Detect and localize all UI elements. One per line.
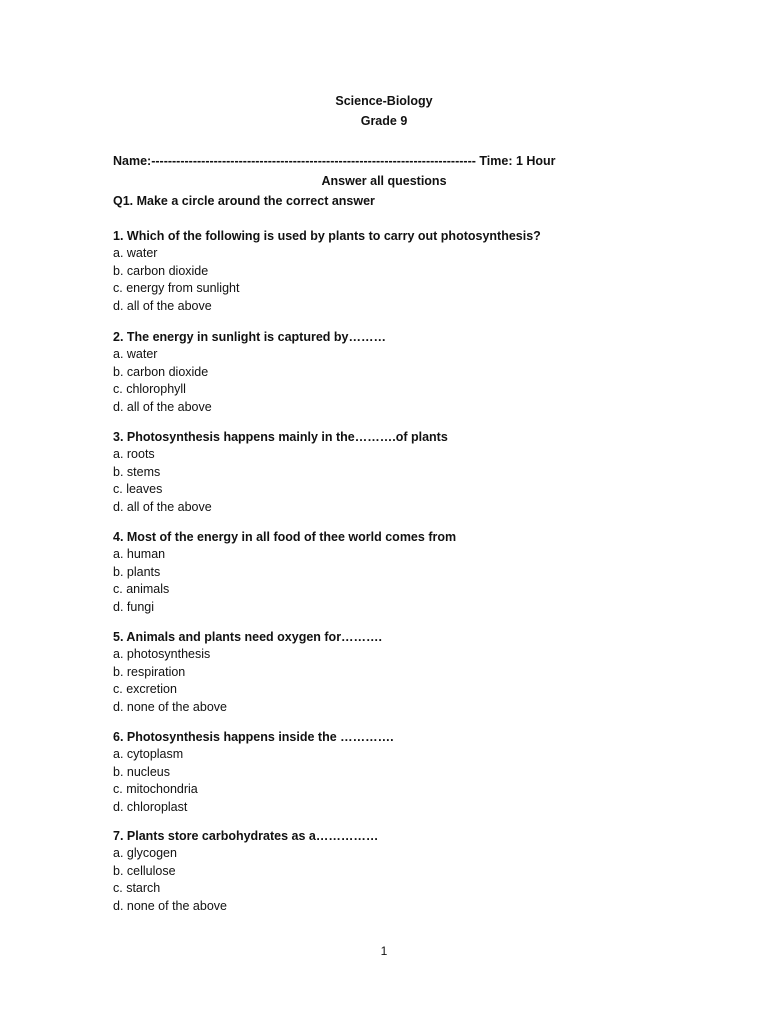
instruction-text: Answer all questions <box>321 174 447 188</box>
option-d: d. all of the above <box>113 399 212 414</box>
option-d: d. fungi <box>113 599 155 614</box>
subject-title: Science-Biology <box>335 94 433 108</box>
question-text: 2. The energy in sunlight is captured by……… <box>113 330 386 344</box>
question-3 <box>113 428 673 516</box>
question-text: 5. Animals and plants need oxygen for………. <box>113 630 383 644</box>
option-c: c. energy from sunlight <box>113 281 240 295</box>
question-text: 7. Plants store carbohydrates as a…………… <box>113 829 379 843</box>
option-a: a. cytoplasm <box>113 747 184 761</box>
option-c: c. leaves <box>113 482 163 496</box>
option-b: b. carbon dioxide <box>113 364 209 379</box>
option-c: c. excretion <box>113 682 177 696</box>
question-5 <box>113 628 673 716</box>
question-text: 4. Most of the energy in all food of thee world comes from <box>113 530 457 544</box>
question-text: 6. Photosynthesis happens inside the …………. <box>113 730 394 744</box>
option-c: c. starch <box>113 881 161 895</box>
option-d: d. all of the above <box>113 499 212 514</box>
option-c: c. chlorophyll <box>113 382 186 396</box>
option-d: d. none of the above <box>113 699 227 714</box>
option-b: b. respiration <box>113 664 186 679</box>
option-b: b. cellulose <box>113 863 176 878</box>
option-b: b. plants <box>113 564 161 579</box>
question-1 <box>113 227 673 315</box>
grade-label: Grade 9 <box>360 114 408 128</box>
option-c: c. animals <box>113 582 170 596</box>
option-b: b. stems <box>113 464 161 479</box>
option-a: a. roots <box>113 447 155 461</box>
option-d: d. chloroplast <box>113 799 188 814</box>
option-b: b. carbon dioxide <box>113 263 209 278</box>
question-6 <box>113 728 673 816</box>
option-d: d. none of the above <box>113 898 227 913</box>
question-2 <box>113 328 673 416</box>
option-a: a. glycogen <box>113 846 177 860</box>
option-a: a. water <box>113 246 158 260</box>
option-a: a. photosynthesis <box>113 647 211 661</box>
option-d: d. all of the above <box>113 298 212 313</box>
option-b: b. nucleus <box>113 764 170 779</box>
question-7 <box>113 827 673 915</box>
question-4 <box>113 528 673 616</box>
question-text: 1. Which of the following is used by plants to carry out photosynthesis? <box>113 229 541 243</box>
option-c: c. mitochondria <box>113 782 198 796</box>
option-a: a. water <box>113 347 158 361</box>
option-a: a. human <box>113 547 166 561</box>
page-number: 1 <box>380 944 388 958</box>
question-text: 3. Photosynthesis happens mainly in the……….of plants <box>113 430 448 444</box>
section-title: Q1. Make a circle around the correct answer <box>113 194 375 208</box>
name-time-line: Name:------------------------------------------------------------------------------ Time: 1 Hour <box>113 154 556 168</box>
